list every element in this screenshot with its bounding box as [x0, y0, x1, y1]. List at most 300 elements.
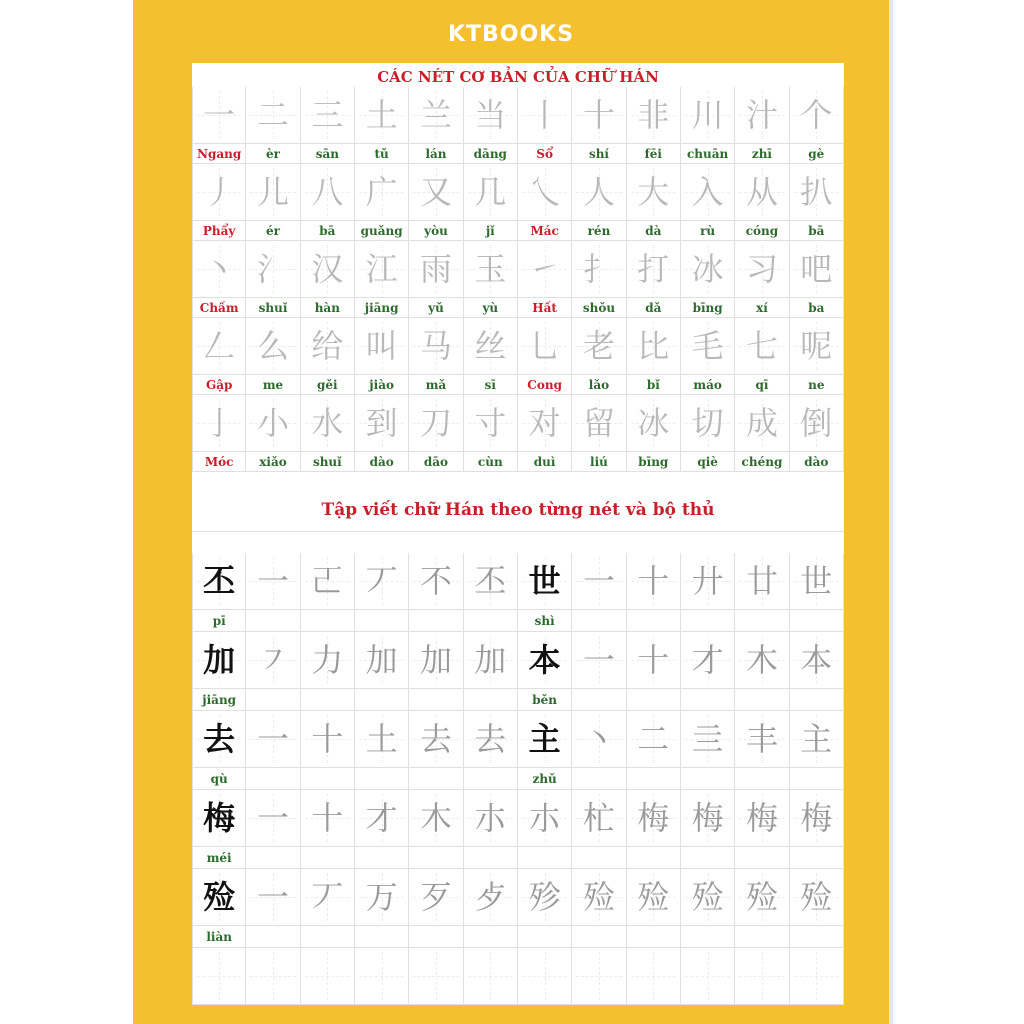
practice-cell [409, 711, 463, 768]
pinyin-cell [409, 689, 463, 711]
empty-cell [355, 948, 409, 1005]
practice-cell [735, 553, 789, 610]
pinyin-cell [681, 847, 735, 869]
pinyin-cell [409, 768, 463, 790]
glyph: 呢 [800, 327, 833, 365]
trace-step: 丕 [474, 562, 507, 600]
model-character: 主 [528, 720, 561, 758]
glyph: 扒 [800, 173, 833, 211]
pinyin-cell [464, 768, 518, 790]
glyph: 入 [691, 173, 724, 211]
pinyin-cell [464, 610, 518, 632]
practice-cell [464, 553, 518, 610]
glyph-cell [464, 164, 518, 221]
practice-cell [355, 632, 409, 689]
glyph-cell [627, 395, 681, 452]
practice-cell [246, 711, 300, 768]
pinyin-cell [790, 768, 844, 790]
pinyin-cell: jiāng [192, 689, 246, 711]
glyph-cell [246, 318, 300, 375]
glyph: 二 [256, 96, 289, 134]
practice-cell [464, 632, 518, 689]
practice-cell [301, 553, 355, 610]
trace-step: 丰 [745, 720, 778, 758]
trace-step: 去 [419, 720, 452, 758]
pinyin-label: cùn [464, 452, 518, 472]
glyph: 丿 [203, 173, 236, 211]
board-shadow [889, 0, 893, 1024]
trace-step: 殄 [528, 878, 561, 916]
pinyin-cell [355, 610, 409, 632]
pinyin-label: dà [627, 221, 681, 241]
pinyin-cell [627, 847, 681, 869]
pinyin-cell [627, 926, 681, 948]
trace-step: 十 [311, 799, 344, 837]
glyph-row [192, 241, 844, 298]
glyph-cell [518, 241, 572, 298]
trace-step: 加 [365, 641, 398, 679]
glyph-cell [192, 87, 246, 144]
pinyin-cell [246, 610, 300, 632]
pinyin-label: tǔ [355, 144, 409, 164]
glyph: 对 [528, 404, 561, 442]
practice-cell [681, 553, 735, 610]
practice-cell [627, 869, 681, 926]
trace-step: 一 [256, 799, 289, 837]
pinyin-label: xí [735, 298, 789, 318]
pinyin-cell [627, 610, 681, 632]
pinyin-cell [627, 689, 681, 711]
trace-step: 去 [474, 720, 507, 758]
practice-cell [409, 790, 463, 847]
pinyin-label: ba [790, 298, 844, 318]
empty-cell [518, 948, 572, 1005]
pinyin-label: bā [301, 221, 355, 241]
pinyin-label: hàn [301, 298, 355, 318]
practice-cell [790, 553, 844, 610]
trace-step: 歺 [474, 878, 507, 916]
practice-cell [681, 869, 735, 926]
glyph-cell [409, 318, 463, 375]
glyph-cell [301, 318, 355, 375]
section1-title: CÁC NÉT CƠ BẢN CỦA CHỮ HÁN [377, 68, 659, 86]
practice-cell [246, 790, 300, 847]
glyph: 非 [637, 96, 670, 134]
glyph: 江 [365, 250, 398, 288]
glyph-cell [681, 87, 735, 144]
pinyin-label: cóng [735, 221, 789, 241]
pinyin-cell [246, 689, 300, 711]
practice-cell [355, 869, 409, 926]
glyph-cell [518, 164, 572, 221]
glyph-cell [790, 164, 844, 221]
glyph-cell [246, 395, 300, 452]
practice-cell [790, 711, 844, 768]
glyph-cell [681, 395, 735, 452]
glyph-cell [735, 395, 789, 452]
empty-cell [409, 948, 463, 1005]
practice-cell [246, 632, 300, 689]
glyph: 老 [582, 327, 615, 365]
glyph: 儿 [256, 173, 289, 211]
glyph: 大 [637, 173, 670, 211]
pinyin-cell: zhǔ [518, 768, 572, 790]
stroke-name-label: Mác [518, 221, 572, 241]
glyph-cell [464, 241, 518, 298]
practice-row [192, 711, 844, 768]
pinyin-label: dǎ [627, 298, 681, 318]
trace-step: 殓 [745, 878, 778, 916]
glyph: 汉 [311, 250, 344, 288]
pinyin-cell [735, 768, 789, 790]
empty-cell [735, 948, 789, 1005]
glyph: 七 [745, 327, 778, 365]
trace-step: 才 [365, 799, 398, 837]
pinyin-cell [355, 926, 409, 948]
trace-step: 𠀀 [311, 562, 344, 600]
pinyin-cell [246, 768, 300, 790]
grid-divider [192, 531, 844, 532]
pinyin-cell [627, 768, 681, 790]
pinyin-label: máo [681, 375, 735, 395]
trace-step: 土 [365, 720, 398, 758]
glyph-cell [355, 318, 409, 375]
glyph: 叫 [365, 327, 398, 365]
pinyin-cell [572, 610, 626, 632]
pinyin-cell [735, 847, 789, 869]
practice-cell [681, 632, 735, 689]
practice-row [192, 632, 844, 689]
practice-cell [627, 790, 681, 847]
glyph-cell [518, 395, 572, 452]
pinyin-cell [301, 926, 355, 948]
glyph: 一 [203, 96, 236, 134]
pinyin-cell [464, 847, 518, 869]
practice-cell [464, 869, 518, 926]
empty-cell [627, 948, 681, 1005]
glyph: 广 [365, 173, 398, 211]
glyph: 小 [256, 404, 289, 442]
glyph: 么 [256, 327, 289, 365]
practice-cell [301, 790, 355, 847]
trace-step: 歹 [419, 878, 452, 916]
glyph: 成 [745, 404, 778, 442]
glyph-cell [518, 87, 572, 144]
trace-step: 梅 [691, 799, 724, 837]
model-character: 丕 [203, 562, 236, 600]
trace-step: 亖 [691, 720, 724, 758]
glyph: 几 [474, 173, 507, 211]
trace-step: 才 [691, 641, 724, 679]
pinyin-label: qī [735, 375, 789, 395]
trace-step: 殓 [582, 878, 615, 916]
trace-step: 木 [745, 641, 778, 679]
glyph: 丝 [474, 327, 507, 365]
pinyin-cell [735, 926, 789, 948]
pinyin-label: yòu [409, 221, 463, 241]
glyph: 玉 [474, 250, 507, 288]
glyph-cell [572, 318, 626, 375]
glyph-row [192, 87, 844, 144]
trace-step: 一 [582, 641, 615, 679]
glyph: 土 [365, 96, 398, 134]
label-row [192, 144, 844, 164]
practice-cell [627, 632, 681, 689]
practice-cell [409, 632, 463, 689]
stroke-name-label: Hất [518, 298, 572, 318]
pinyin-cell [409, 847, 463, 869]
pinyin-label: shuǐ [246, 298, 300, 318]
practice-cell [627, 711, 681, 768]
glyph-cell [681, 318, 735, 375]
pinyin-cell [246, 847, 300, 869]
trace-step: 廿 [745, 562, 778, 600]
glyph: 扌 [582, 250, 615, 288]
glyph-cell [790, 87, 844, 144]
glyph-cell [409, 241, 463, 298]
practice-row [192, 553, 844, 610]
glyph: 亅 [203, 404, 236, 442]
pinyin-label: lǎo [572, 375, 626, 395]
glyph-cell [192, 164, 246, 221]
glyph: 马 [419, 327, 452, 365]
pinyin-label: gè [790, 144, 844, 164]
label-row [192, 221, 844, 241]
glyph: 雨 [419, 250, 452, 288]
glyph-cell [192, 318, 246, 375]
pinyin-cell [301, 610, 355, 632]
stroke-name-label: Cong [518, 375, 572, 395]
trace-step: 世 [800, 562, 833, 600]
pinyin-label: bǐ [627, 375, 681, 395]
trace-step: 一 [256, 720, 289, 758]
trace-step: 十 [637, 641, 670, 679]
pinyin-cell [790, 926, 844, 948]
glyph-cell [301, 395, 355, 452]
brand-title: KTBOOKS [447, 22, 575, 47]
trace-step: 一 [256, 878, 289, 916]
trace-step: 殓 [637, 878, 670, 916]
practice-cell [735, 869, 789, 926]
pinyin-row [192, 768, 844, 790]
model-character: 去 [203, 720, 236, 758]
pinyin-cell [246, 926, 300, 948]
pinyin-label: zhī [735, 144, 789, 164]
glyph-cell [246, 241, 300, 298]
glyph-cell [192, 241, 246, 298]
practice-cell [464, 711, 518, 768]
worksheet [192, 63, 844, 1005]
glyph: 打 [637, 250, 670, 288]
trace-step: 不 [419, 562, 452, 600]
glyph-cell [464, 87, 518, 144]
trace-step: 十 [637, 562, 670, 600]
trace-step: 杧 [582, 799, 615, 837]
model-character: 殓 [203, 878, 236, 916]
pinyin-row [192, 689, 844, 711]
glyph-cell [192, 395, 246, 452]
glyph: 十 [582, 96, 615, 134]
pinyin-cell [681, 768, 735, 790]
pinyin-label: fēi [627, 144, 681, 164]
practice-cell [572, 869, 626, 926]
glyph: 切 [691, 404, 724, 442]
glyph-cell [409, 164, 463, 221]
glyph: 给 [311, 327, 344, 365]
practice-cell [735, 632, 789, 689]
trace-step: 一 [582, 562, 615, 600]
practice-cell [355, 790, 409, 847]
pinyin-cell: shì [518, 610, 572, 632]
practice-cell [735, 711, 789, 768]
stroke-name-label: Sổ [518, 144, 572, 164]
glyph-cell [355, 241, 409, 298]
practice-cell [409, 553, 463, 610]
glyph-cell [572, 241, 626, 298]
empty-cell [464, 948, 518, 1005]
practice-cell [355, 553, 409, 610]
pinyin-label: jǐ [464, 221, 518, 241]
pinyin-cell [572, 689, 626, 711]
glyph: 人 [582, 173, 615, 211]
trace-step: 梅 [800, 799, 833, 837]
glyph: 习 [745, 250, 778, 288]
glyph: 水 [311, 404, 344, 442]
model-character: 本 [528, 641, 561, 679]
glyph-cell [355, 395, 409, 452]
pinyin-label: qiè [681, 452, 735, 472]
basic-strokes-grid [192, 87, 844, 472]
glyph: 当 [474, 96, 507, 134]
pinyin-cell [790, 610, 844, 632]
pinyin-cell [735, 610, 789, 632]
trace-step: 万 [365, 878, 398, 916]
pinyin-cell [735, 689, 789, 711]
glyph: 冰 [637, 404, 670, 442]
pinyin-label: duì [518, 452, 572, 472]
glyph: 吧 [800, 250, 833, 288]
label-row [192, 375, 844, 395]
practice-cell [409, 869, 463, 926]
pinyin-cell [464, 689, 518, 711]
glyph-row [192, 164, 844, 221]
glyph: 兰 [419, 96, 452, 134]
practice-cell [518, 790, 572, 847]
model-character: 世 [528, 562, 561, 600]
pinyin-cell [790, 689, 844, 711]
pinyin-cell [681, 689, 735, 711]
practice-cell [518, 711, 572, 768]
empty-cell [192, 948, 246, 1005]
glyph-cell [301, 164, 355, 221]
glyph-cell [409, 395, 463, 452]
glyph-cell [627, 318, 681, 375]
trace-step: 加 [419, 641, 452, 679]
practice-cell [355, 711, 409, 768]
pinyin-label: yǔ [409, 298, 463, 318]
glyph-cell [572, 164, 626, 221]
empty-practice-row [192, 948, 844, 1005]
pinyin-label: me [246, 375, 300, 395]
pinyin-label: liú [572, 452, 626, 472]
trace-step: 加 [474, 641, 507, 679]
pinyin-label: chéng [735, 452, 789, 472]
empty-cell [301, 948, 355, 1005]
practice-cell [790, 790, 844, 847]
practice-cell [192, 632, 246, 689]
trace-step: 一 [256, 562, 289, 600]
trace-step: 梅 [637, 799, 670, 837]
pinyin-cell [464, 926, 518, 948]
glyph-cell [790, 318, 844, 375]
glyph-cell [627, 241, 681, 298]
pinyin-cell [355, 689, 409, 711]
glyph: 又 [419, 173, 452, 211]
practice-cell [681, 790, 735, 847]
pinyin-label: yù [464, 298, 518, 318]
pinyin-cell [301, 847, 355, 869]
pinyin-label: guǎng [355, 221, 409, 241]
glyph-cell [518, 318, 572, 375]
practice-row [192, 869, 844, 926]
glyph-cell [464, 395, 518, 452]
trace-step: 本 [800, 641, 833, 679]
glyph: 刀 [419, 404, 452, 442]
pinyin-label: shǒu [572, 298, 626, 318]
practice-cell [246, 553, 300, 610]
trace-step: 二 [637, 720, 670, 758]
pinyin-label: jiào [355, 375, 409, 395]
trace-step: 梅 [745, 799, 778, 837]
stroke-name-label: Chấm [192, 298, 246, 318]
practice-cell [790, 869, 844, 926]
empty-cell [681, 948, 735, 1005]
pinyin-cell: qù [192, 768, 246, 790]
trace-step: 力 [311, 641, 344, 679]
practice-cell [464, 790, 518, 847]
model-character: 梅 [203, 799, 236, 837]
pinyin-cell [355, 847, 409, 869]
pinyin-label: xiǎo [246, 452, 300, 472]
trace-step: ㇇ [256, 641, 289, 679]
pinyin-cell [572, 847, 626, 869]
glyph: 乀 [528, 173, 561, 211]
trace-step: 朩 [474, 799, 507, 837]
glyph: ㇀ [528, 250, 561, 288]
glyph: 乚 [528, 327, 561, 365]
practice-cell [192, 553, 246, 610]
practice-cell [518, 869, 572, 926]
pinyin-cell [681, 926, 735, 948]
trace-step: 丆 [365, 562, 398, 600]
trace-step: 殓 [691, 878, 724, 916]
practice-cell [572, 553, 626, 610]
label-row [192, 452, 844, 472]
glyph-cell [246, 87, 300, 144]
glyph-cell [790, 395, 844, 452]
practice-grid [192, 553, 844, 948]
glyph-row [192, 318, 844, 375]
practice-cell [301, 711, 355, 768]
practice-cell [192, 711, 246, 768]
pinyin-label: shí [572, 144, 626, 164]
glyph-cell [735, 164, 789, 221]
glyph: 丶 [203, 250, 236, 288]
glyph: 冰 [691, 250, 724, 288]
pinyin-label: sī [464, 375, 518, 395]
stroke-name-label: Gập [192, 375, 246, 395]
glyph: 川 [691, 96, 724, 134]
